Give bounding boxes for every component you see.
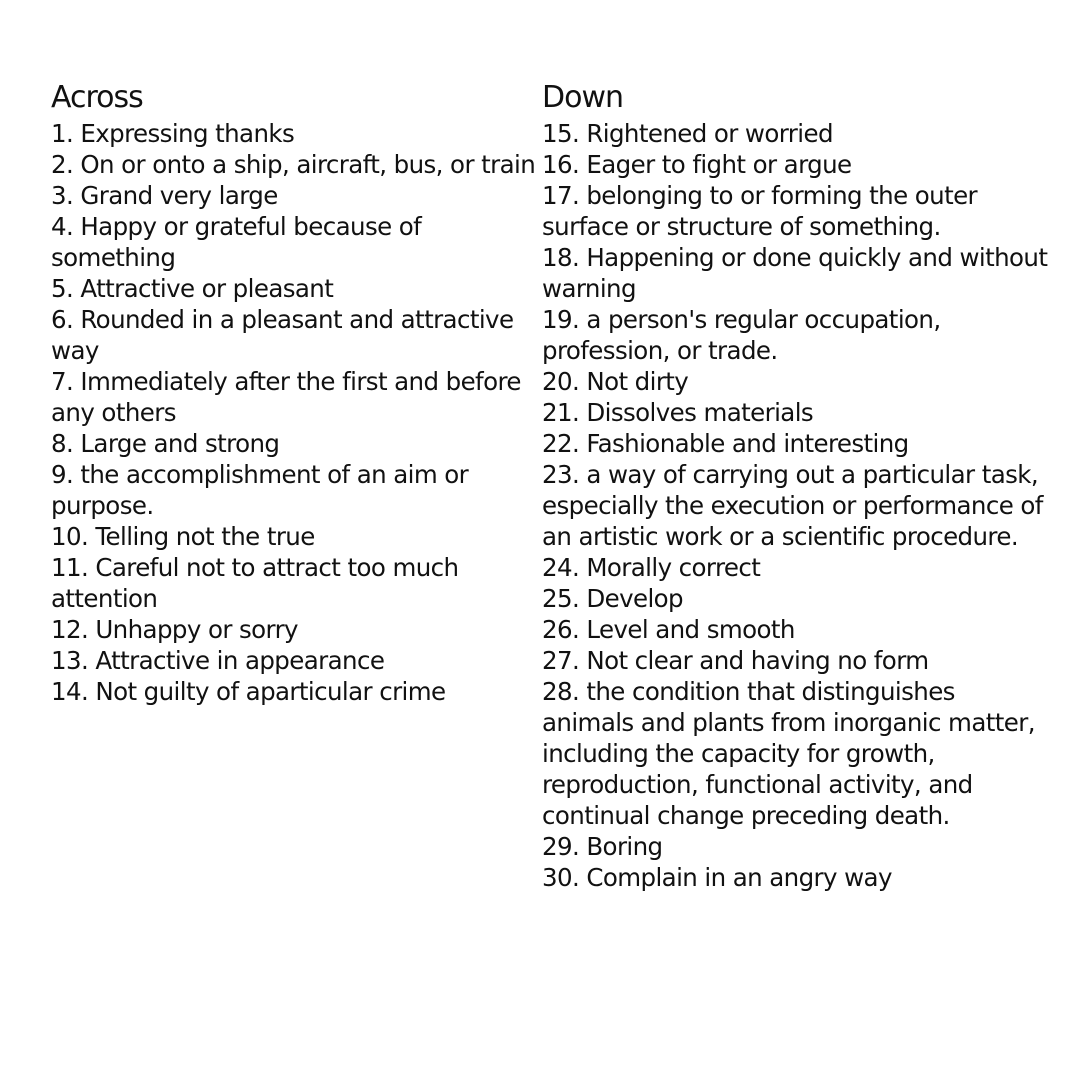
down-clue: 30. Complain in an angry way (542, 863, 892, 892)
across-clue: 10. Telling not the true (51, 522, 315, 551)
down-clue: 18. Happening or done quickly and without warning (542, 243, 1048, 303)
across-clue: 12. Unhappy or sorry (51, 615, 298, 644)
across-clue: 6. Rounded in a pleasant and attractive way (51, 305, 514, 365)
down-clue: 20. Not dirty (542, 367, 689, 396)
across-clue-list (51, 118, 543, 707)
across-clue: 3. Grand very large (51, 181, 278, 210)
across-heading: Across (51, 80, 143, 115)
across-clue: 2. On or onto a ship, aircraft, bus, or train (51, 150, 536, 179)
across-column (51, 78, 543, 707)
down-clue: 29. Boring (542, 832, 663, 861)
down-clue: 23. a way of carrying out a particular task, especially the execution or performance of an artistic work or a scientific procedure. (542, 460, 1043, 551)
down-column (542, 78, 1052, 893)
down-clue: 19. a person's regular occupation, profession, or trade. (542, 305, 941, 365)
across-clue: 8. Large and strong (51, 429, 280, 458)
down-clue: 24. Morally correct (542, 553, 761, 582)
down-clue: 15. Rightened or worried (542, 119, 833, 148)
across-clue: 13. Attractive in appearance (51, 646, 385, 675)
down-clue: 16. Eager to fight or argue (542, 150, 852, 179)
down-clue: 25. Develop (542, 584, 684, 613)
across-clue: 11. Careful not to attract too much attention (51, 553, 459, 613)
down-clue: 26. Level and smooth (542, 615, 795, 644)
across-clue: 14. Not guilty of aparticular crime (51, 677, 446, 706)
across-clue: 5. Attractive or pleasant (51, 274, 334, 303)
down-clue: 27. Not clear and having no form (542, 646, 929, 675)
down-clue: 17. belonging to or forming the outer surface or structure of something. (542, 181, 978, 241)
down-clue: 22. Fashionable and interesting (542, 429, 909, 458)
across-clue: 1. Expressing thanks (51, 119, 295, 148)
across-clue: 9. the accomplishment of an aim or purpose. (51, 460, 469, 520)
down-clue-list (542, 118, 1052, 893)
down-heading: Down (542, 80, 624, 115)
down-clue: 28. the condition that distinguishes animals and plants from inorganic matter, including the capacity for growth, reproduction, functional activity, and continual change preceding death. (542, 677, 1035, 830)
down-clue: 21. Dissolves materials (542, 398, 814, 427)
across-clue: 7. Immediately after the first and before any others (51, 367, 521, 427)
across-clue: 4. Happy or grateful because of something (51, 212, 422, 272)
